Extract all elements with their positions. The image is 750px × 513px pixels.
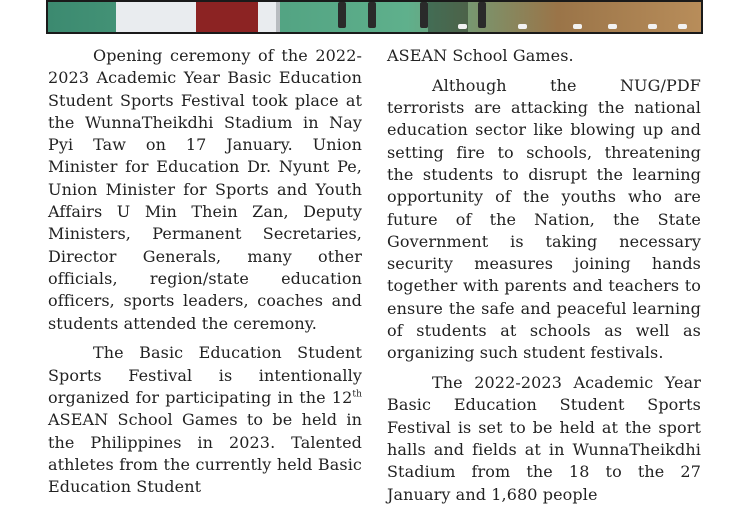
athlete-figure <box>368 2 376 28</box>
paragraph-opening-ceremony: Opening ceremony of the 2022-2023 Academic Year Basic Education Student Sports Festival took place at the WunnaTheikdhi Stadium in Nay Pyi Taw on 17 January. Union Minister for Education Dr. Nyunt Pe, Union Minister for Sports and Youth Affairs U Min Thein Zan, Deputy Ministers, Permanent Secretaries, Director Generals, many other officials, region/state education officers, sports leaders, coaches and students attended the ceremony. <box>48 46 362 333</box>
athlete-shoe <box>518 24 527 29</box>
athlete-shoe <box>573 24 582 29</box>
right-column <box>387 45 701 513</box>
paragraph-festival-purpose <box>48 342 362 498</box>
photo-shadow <box>428 2 468 34</box>
ordinal-suffix: th <box>352 389 362 400</box>
paragraph-festival-purpose-start: The Basic Education Student Sports Festival is intentionally organized for participating in the 12 <box>48 343 362 407</box>
paragraph-festival-purpose-end: ASEAN School Games to be held in the Philippines in 2023. Talented athletes from the currently held Basic Education Student <box>48 410 362 497</box>
athlete-figure <box>420 2 428 28</box>
left-column <box>48 45 362 506</box>
paragraph-continuation: ASEAN School Games. <box>387 46 574 65</box>
ceremony-photo <box>46 0 703 34</box>
athlete-figure <box>338 2 346 28</box>
athlete-figure <box>478 2 486 28</box>
athlete-shoe <box>608 24 617 29</box>
podium <box>116 2 280 34</box>
athlete-shoe <box>458 24 467 29</box>
paragraph-security-measures: Although the NUG/PDF terrorists are attacking the national education sector like blowing up and setting fire to schools, threatening the students to disrupt the learning opportunity of the youths who are future of the Nation, the State Government is taking necessary security measures joining hands together with parents and teachers to ensure the safe and peaceful learning of students at schools as well as organizing such student festivals. <box>387 75 701 363</box>
athlete-shoe <box>648 24 657 29</box>
paragraph-festival-schedule: The 2022-2023 Academic Year Basic Education Student Sports Festival is set to be held at the sport halls and fields at in WunnaTheikdhi Stadium from the 18 to the 27 January and 1,680 people <box>387 373 701 504</box>
athlete-shoe <box>678 24 687 29</box>
